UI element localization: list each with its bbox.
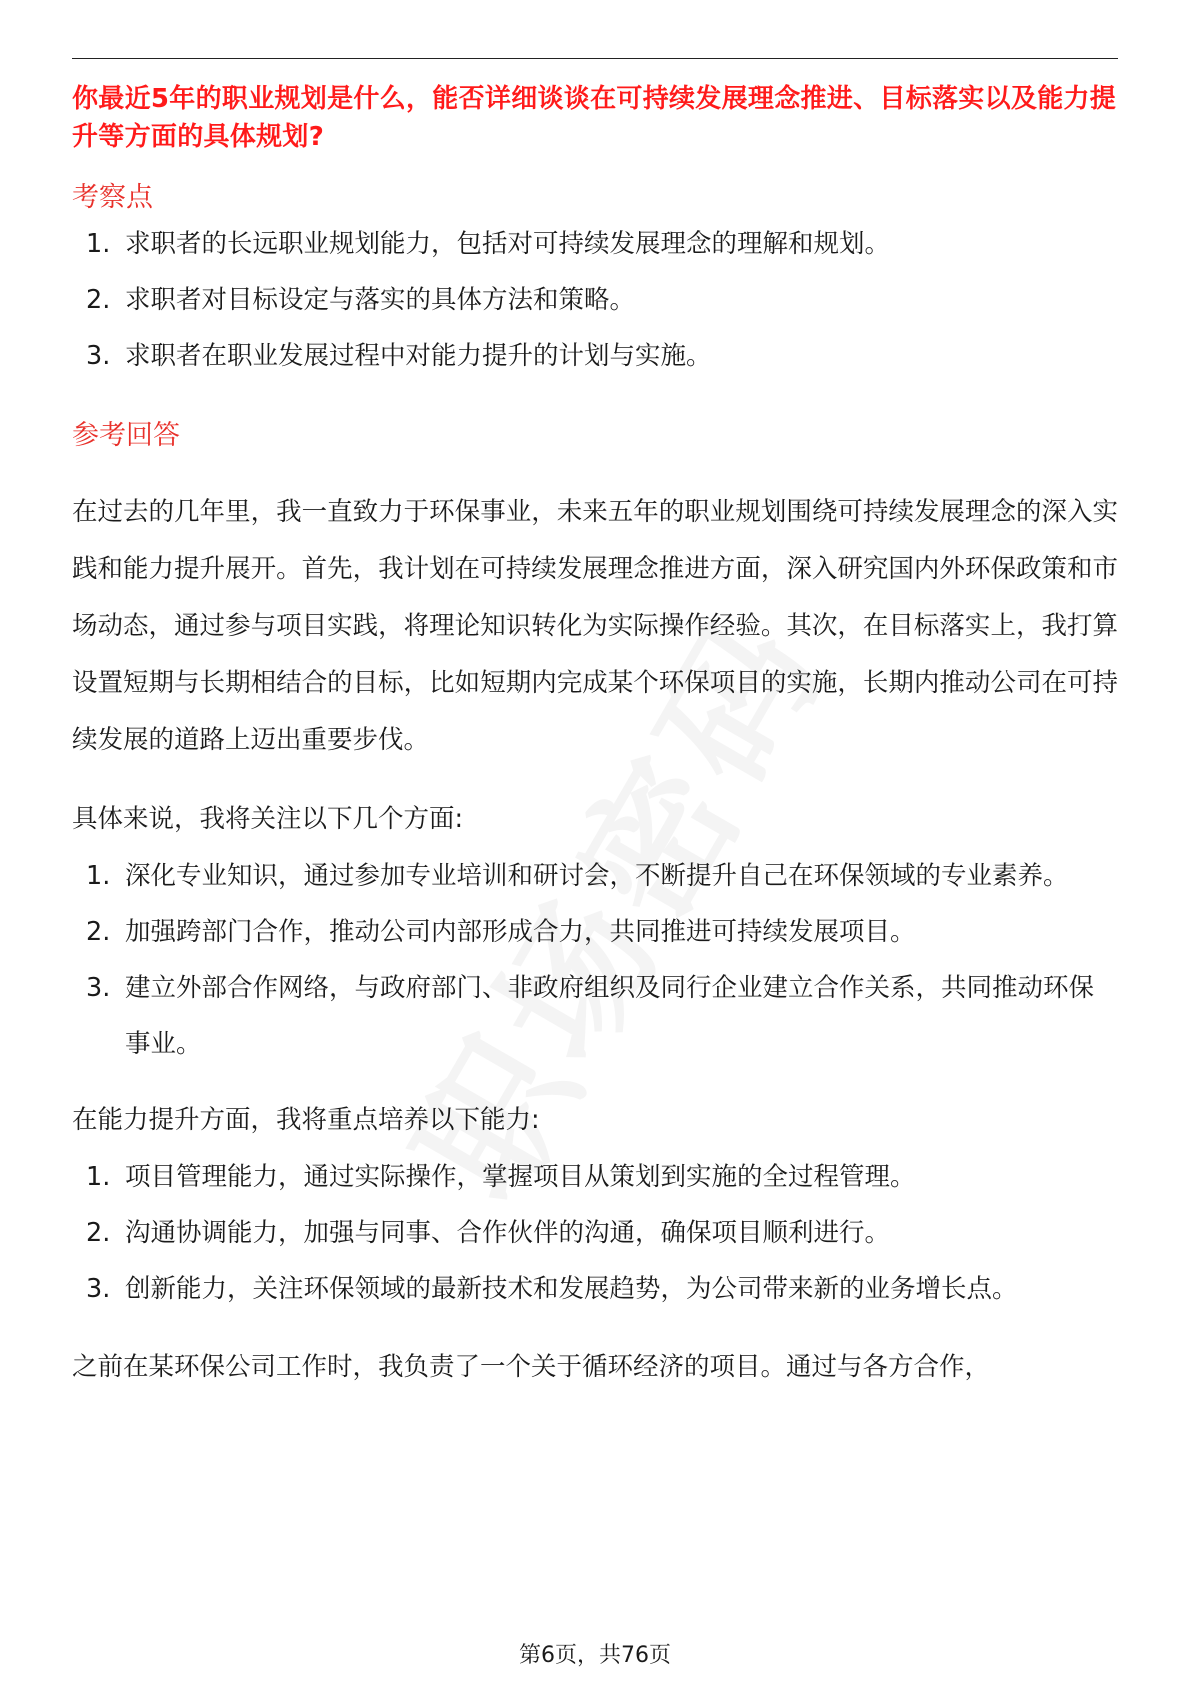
list-item-text: 建立外部合作网络，与政府部门、非政府组织及同行企业建立合作关系，共同推动环保事业。	[125, 973, 1095, 1059]
list-number: 1.	[86, 1162, 111, 1192]
list-number: 3.	[86, 341, 111, 371]
answer-heading: 参考回答	[72, 420, 180, 451]
list-number: 3.	[86, 973, 111, 1003]
top-rule	[72, 58, 1118, 59]
list-number: 3.	[86, 1274, 111, 1304]
content	[72, 80, 1118, 1396]
list-item-text: 求职者的长远职业规划能力，包括对可持续发展理念的理解和规划。	[125, 229, 891, 259]
list-item	[72, 216, 1118, 272]
focus-list	[72, 848, 1118, 1072]
page-number-footer: 第6页，共76页	[519, 1643, 671, 1668]
list-item	[72, 1205, 1118, 1261]
list-number: 1.	[86, 861, 111, 891]
list-item-text: 沟通协调能力，加强与同事、合作伙伴的沟通，确保项目顺利进行。	[125, 1218, 891, 1248]
list-item	[72, 328, 1118, 384]
focus-intro: 具体来说，我将关注以下几个方面:	[72, 804, 464, 834]
list-item	[72, 1149, 1118, 1205]
list-item-text: 项目管理能力，通过实际操作，掌握项目从策划到实施的全过程管理。	[125, 1162, 916, 1192]
experience-paragraph: 之前在某环保公司工作时，我负责了一个关于循环经济的项目。通过与各方合作，	[72, 1352, 991, 1382]
list-number: 2.	[86, 917, 111, 947]
list-item-text: 求职者在职业发展过程中对能力提升的计划与实施。	[125, 341, 712, 371]
ability-list	[72, 1149, 1118, 1317]
list-item	[72, 272, 1118, 328]
list-number: 1.	[86, 229, 111, 259]
list-number: 2.	[86, 1218, 111, 1248]
list-item	[72, 1261, 1118, 1317]
ability-intro: 在能力提升方面，我将重点培养以下能力:	[72, 1105, 540, 1135]
points-list	[72, 216, 1118, 384]
list-item-text: 深化专业知识，通过参加专业培训和研讨会，不断提升自己在环保领域的专业素养。	[125, 861, 1069, 891]
question-heading: 你最近5年的职业规划是什么，能否详细谈谈在可持续发展理念推进、目标落实以及能力提升等方面的具体规划?	[72, 84, 1117, 152]
list-item-text: 创新能力，关注环保领域的最新技术和发展趋势，为公司带来新的业务增长点。	[125, 1274, 1018, 1304]
list-item	[72, 904, 1118, 960]
list-item-text: 加强跨部门合作，推动公司内部形成合力，共同推进可持续发展项目。	[125, 917, 916, 947]
list-item	[72, 848, 1118, 904]
list-number: 2.	[86, 285, 111, 315]
list-item	[72, 960, 1118, 1072]
list-item-text: 求职者对目标设定与落实的具体方法和策略。	[125, 285, 636, 315]
answer-paragraph: 在过去的几年里，我一直致力于环保事业，未来五年的职业规划围绕可持续发展理念的深入实践和能力提升展开。首先，我计划在可持续发展理念推进方面，深入研究国内外环保政策和市场动态，通过参与项目实践，将理论知识转化为实际操作经验。其次，在目标落实上，我打算设置短期与长期相结合的目标，比如短期内完成某个环保项目的实施，长期内推动公司在可持续发展的道路上迈出重要步伐。	[72, 497, 1118, 755]
points-heading: 考察点	[72, 182, 153, 213]
